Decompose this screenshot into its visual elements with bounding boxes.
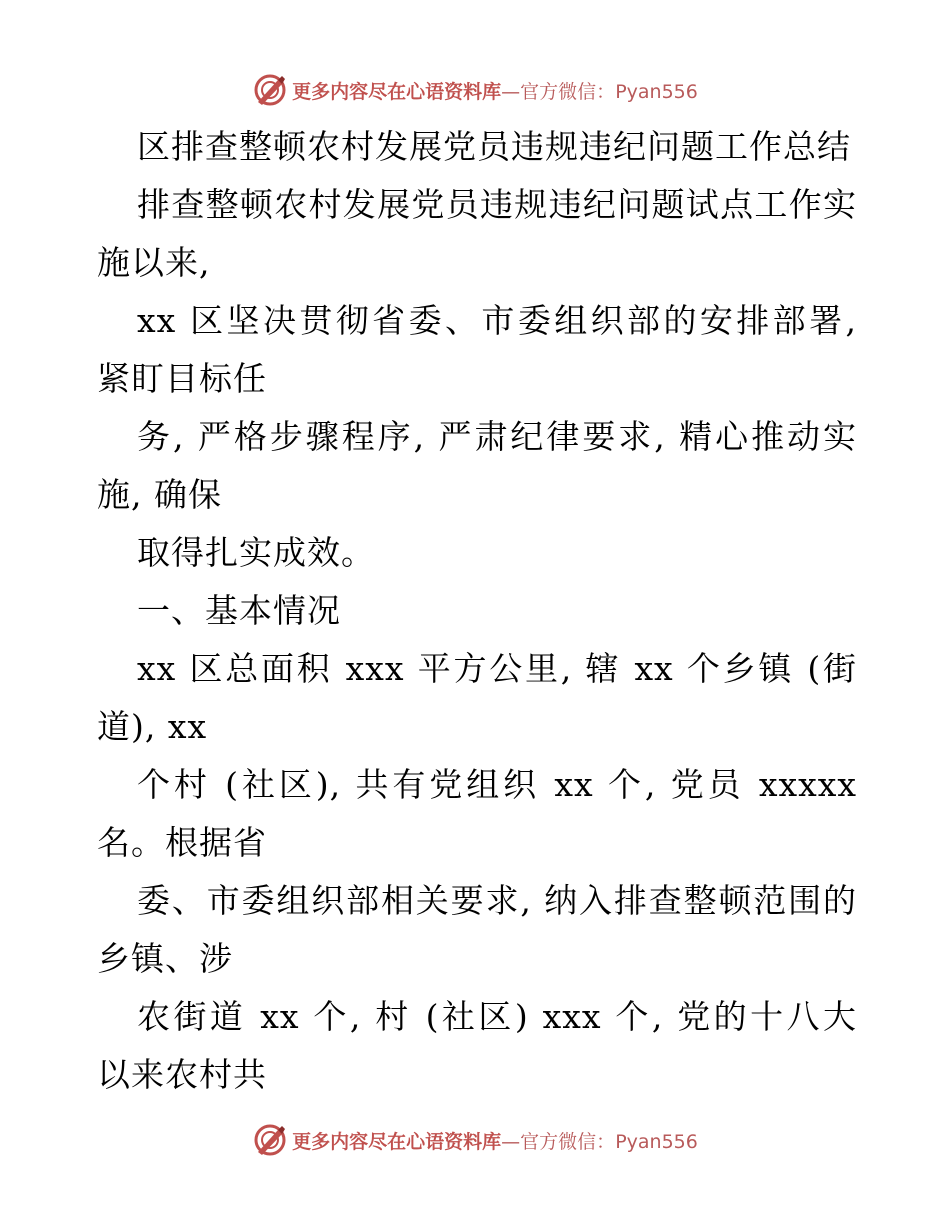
paragraph-line: 乡镇、涉 bbox=[97, 939, 233, 978]
paragraph-line: 排查整顿农村发展党员违规违纪问题试点工作实 bbox=[137, 185, 857, 224]
paragraph-line: 名。根据省 bbox=[97, 823, 267, 862]
watermark-text: 更多内容尽在心语资料库—官方微信：Pyan556 bbox=[292, 1130, 698, 1153]
header-watermark bbox=[0, 70, 950, 110]
paragraph-line: 委、市委组织部相关要求, 纳入排查整顿范围的 bbox=[137, 881, 857, 920]
paragraph-line: 施, 确保 bbox=[97, 475, 222, 514]
footer-watermark bbox=[0, 1120, 950, 1160]
document-body bbox=[97, 118, 857, 1104]
document-title: 区排查整顿农村发展党员违规违纪问题工作总结 bbox=[137, 127, 851, 166]
paragraph-line: 道), xx bbox=[97, 707, 208, 746]
paragraph-line: xx 区总面积 xxx 平方公里, 辖 xx 个乡镇 (街 bbox=[137, 649, 857, 688]
section-heading: 一、基本情况 bbox=[137, 591, 341, 630]
paragraph-line: 施以来, bbox=[97, 243, 211, 282]
watermark-text: 更多内容尽在心语资料库—官方微信：Pyan556 bbox=[292, 80, 698, 103]
paragraph-line: 务, 严格步骤程序, 严肃纪律要求, 精心推动实 bbox=[137, 417, 857, 456]
paragraph-line: 紧盯目标任 bbox=[97, 359, 267, 398]
paragraph-line: 农街道 xx 个, 村 (社区) xxx 个, 党的十八大 bbox=[137, 997, 857, 1036]
pen-logo-icon bbox=[252, 72, 288, 108]
paragraph-line: xx 区坚决贯彻省委、市委组织部的安排部署, bbox=[137, 301, 857, 340]
paragraph-line: 取得扎实成效。 bbox=[137, 533, 375, 572]
pen-logo-icon bbox=[252, 1122, 288, 1158]
paragraph-line: 个村 (社区), 共有党组织 xx 个, 党员 xxxxx bbox=[137, 765, 857, 804]
paragraph-line: 以来农村共 bbox=[97, 1055, 267, 1094]
